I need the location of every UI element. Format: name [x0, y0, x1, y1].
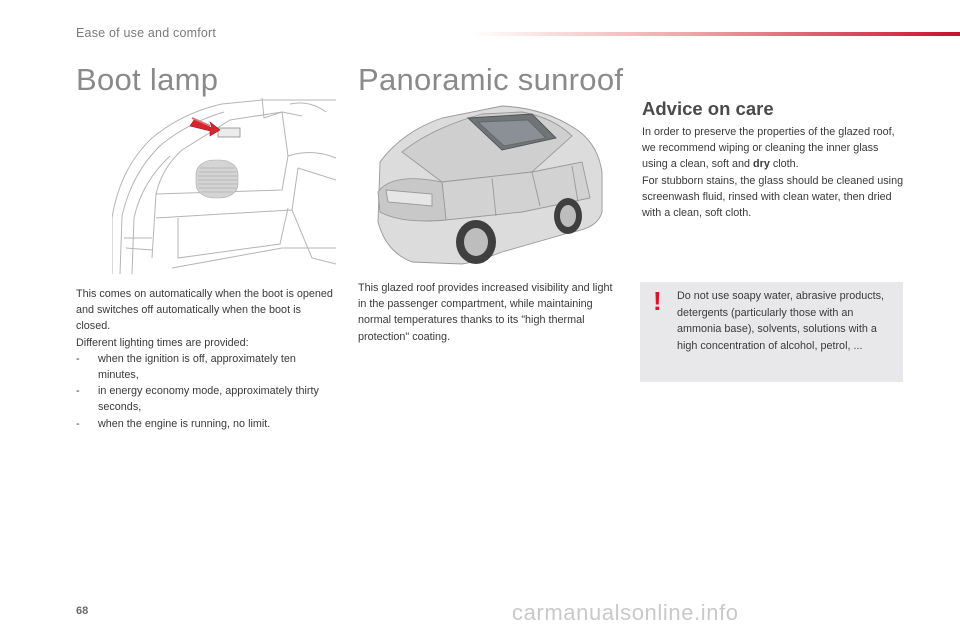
- list-item: - in energy economy mode, approximately thirty seconds,: [76, 385, 319, 414]
- advice-paragraph: [642, 124, 904, 173]
- list-item: - when the ignition is off, approximately ten minutes,: [76, 352, 296, 382]
- boot-lamp-intro: This comes on automatically when the boot is opened and switches off automatically when the boot is closed.: [76, 288, 333, 333]
- car-sunroof-illustration: [372, 102, 604, 270]
- advice-bold-word: dry: [753, 158, 770, 171]
- advice-text-part: cloth.: [769, 158, 799, 171]
- watermark: carmanualsonline.info: [512, 600, 739, 625]
- stains-paragraph: For stubborn stains, the glass should be cleaned using screenwash fluid, rinsed with clean water, then dried with a clean, soft cloth.: [642, 174, 904, 220]
- list-item-text: when the ignition is off, approximately ten minutes,: [98, 352, 296, 382]
- boot-lamp-title: Boot lamp: [76, 62, 219, 97]
- warning-box: [640, 282, 903, 382]
- advice-text-part: In order to preserve the properties of the glazed roof, we recommend wiping or cleaning the inner glass using a clean, soft and: [642, 126, 895, 171]
- list-item-text: when the engine is running, no limit.: [98, 417, 271, 430]
- lighting-times-intro: Different lighting times are provided:: [76, 336, 249, 349]
- sunroof-description-text: This glazed roof provides increased visibility and light in the passenger compartment, while maintaining normal temperatures thanks to its "high thermal protection" coating.: [358, 282, 613, 343]
- advice-on-care-title: Advice on care: [642, 98, 774, 119]
- list-item: - when the engine is running, no limit.: [76, 417, 271, 430]
- boot-lamp-description: [76, 286, 336, 432]
- boot-lamp-illustration: [112, 98, 336, 274]
- section-title: Ease of use and comfort: [76, 26, 217, 40]
- exclamation-icon: !: [653, 286, 662, 316]
- list-item-text: in energy economy mode, approximately thirty seconds,: [98, 385, 319, 414]
- sunroof-description: [358, 280, 620, 345]
- warning-text: Do not use soapy water, abrasive products, detergents (particularly those with an ammonia base), solvents, solutions with a high concentration of alcohol, petrol, ...: [677, 290, 885, 352]
- advice-on-care-text: [642, 124, 904, 221]
- panoramic-sunroof-title: Panoramic sunroof: [358, 62, 624, 97]
- header-accent-bar: [470, 32, 960, 36]
- page-number: 68: [76, 605, 89, 617]
